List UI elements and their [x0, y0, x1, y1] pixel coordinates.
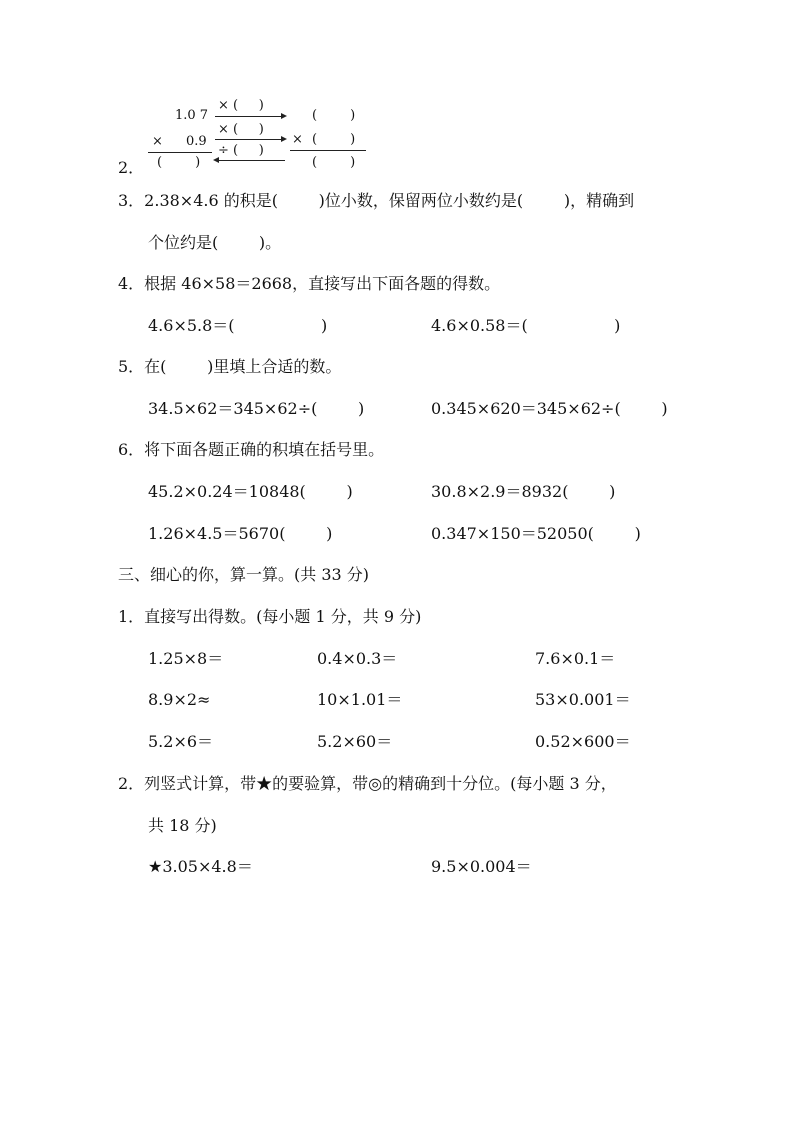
s3-q1-item[interactable]: 53×0.001＝: [535, 690, 631, 709]
section-3-title: 三、细心的你，算一算。(共 33 分): [118, 565, 370, 584]
q2-bottom-number: 0.9: [186, 134, 207, 149]
q2-arrow-left: [215, 160, 285, 161]
s3-q1-item[interactable]: 10×1.01＝: [317, 690, 403, 709]
q2-multiply-sign: ×: [152, 134, 163, 149]
q2-operation-1[interactable]: × ( ): [218, 98, 264, 113]
q4-item-a[interactable]: 4.6×5.8＝( ): [148, 316, 328, 335]
s3-q1-item[interactable]: 1.25×8＝: [148, 649, 224, 668]
q2-right-bottom-blank[interactable]: ( ): [312, 155, 356, 170]
s3-q2-item-b[interactable]: 9.5×0.004＝: [431, 857, 532, 876]
q6-item-b[interactable]: 30.8×2.9＝8932( ): [431, 482, 616, 501]
q5-item-a[interactable]: 34.5×62＝345×62÷( ): [148, 399, 365, 418]
q2-operation-3[interactable]: ÷ ( ): [218, 143, 264, 158]
s3-q1-item[interactable]: 0.52×600＝: [535, 732, 631, 751]
s3-q1-item[interactable]: 7.6×0.1＝: [535, 649, 616, 668]
s3-q1-item[interactable]: 8.9×2≈: [148, 690, 211, 709]
q2-arrow-right-1: [215, 116, 285, 117]
q5-item-b[interactable]: 0.345×620＝345×62÷( ): [431, 399, 668, 418]
q2-result-blank[interactable]: ( ): [157, 155, 201, 170]
s3-q1-item[interactable]: 5.2×6＝: [148, 732, 214, 751]
q3-line-1: 3．2.38×4.6 的积是( )位小数，保留两位小数约是( )，精确到: [118, 191, 635, 210]
q4-title: 4．根据 46×58＝2668，直接写出下面各题的得数。: [118, 274, 501, 293]
q6-item-c[interactable]: 1.26×4.5＝5670( ): [148, 524, 333, 543]
q2-right-top-blank[interactable]: ( ): [312, 108, 356, 123]
q4-item-b[interactable]: 4.6×0.58＝( ): [431, 316, 621, 335]
q2-number: 2．: [118, 158, 145, 177]
s3-q1-title: 1．直接写出得数。(每小题 1 分，共 9 分): [118, 607, 422, 626]
s3-q2-line-2: 共 18 分): [148, 816, 217, 835]
q2-right-rule: [290, 150, 366, 151]
q3-line-2: 个位约是( )。: [148, 233, 282, 252]
s3-q2-line-1: 2．列竖式计算，带★的要验算，带◎的精确到十分位。(每小题 3 分，: [118, 774, 617, 793]
q2-right-mid-blank[interactable]: ( ): [312, 132, 356, 147]
s3-q2-item-a[interactable]: ★3.05×4.8＝: [148, 857, 253, 876]
s3-q1-item[interactable]: 0.4×0.3＝: [317, 649, 398, 668]
s3-q1-item[interactable]: 5.2×60＝: [317, 732, 393, 751]
q6-title: 6．将下面各题正确的积填在括号里。: [118, 440, 385, 459]
q2-arrow-right-2: [215, 139, 285, 140]
q5-title: 5．在( )里填上合适的数。: [118, 357, 342, 376]
q2-right-multiply-sign: ×: [292, 132, 303, 147]
q6-item-a[interactable]: 45.2×0.24＝10848( ): [148, 482, 353, 501]
q2-vertical-rule: [148, 152, 212, 153]
q2-top-number: 1.0 7: [175, 108, 209, 123]
q6-item-d[interactable]: 0.347×150＝52050( ): [431, 524, 641, 543]
q2-operation-2[interactable]: × ( ): [218, 122, 264, 137]
